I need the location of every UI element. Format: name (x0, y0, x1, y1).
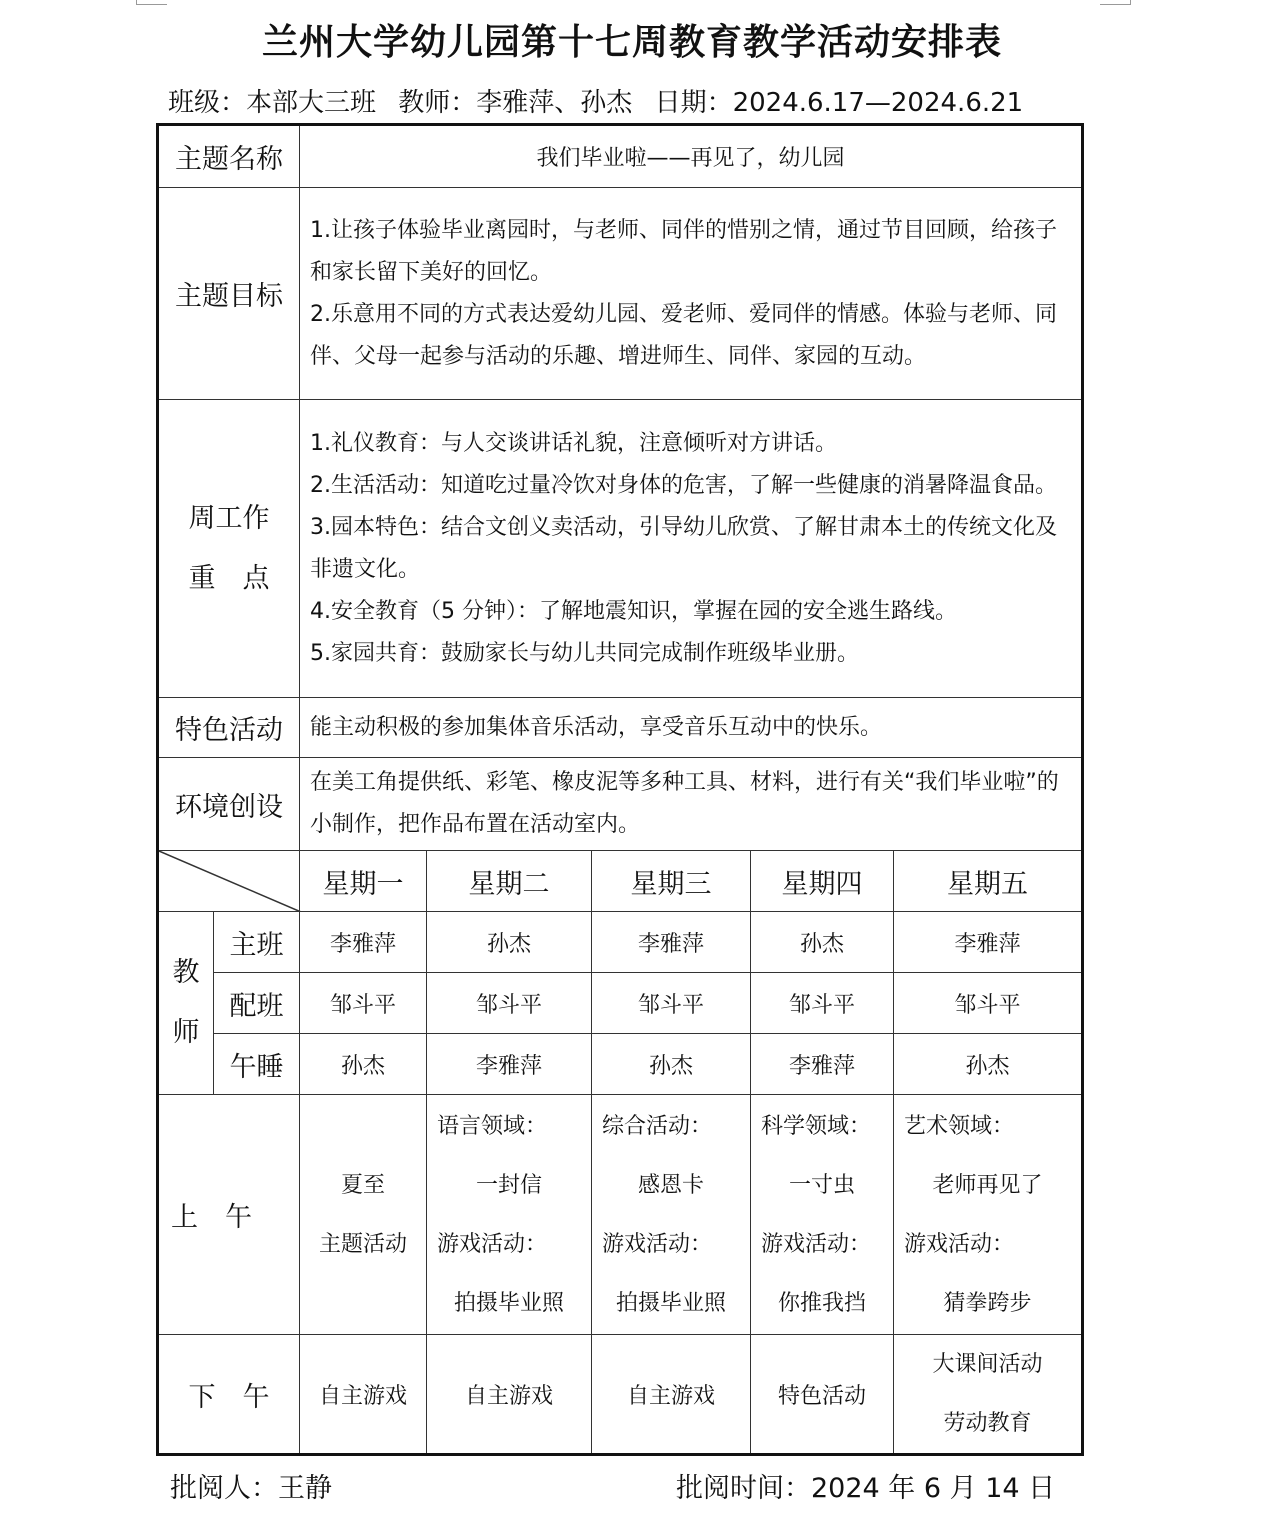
activity-line: 主题活动 (318, 1231, 407, 1257)
teacher-name: 李雅萍 (751, 1034, 894, 1095)
day-header: 星期二 (427, 851, 592, 912)
teacher-group-char: 教 (172, 957, 200, 988)
theme-goal-row (158, 188, 1083, 400)
activity-line: 夏至 (340, 1172, 385, 1198)
teacher-name: 邹斗平 (894, 973, 1083, 1034)
day-header: 星期三 (592, 851, 751, 912)
teacher-row-nap (158, 1034, 1083, 1095)
feature-row (158, 698, 1083, 758)
role-label: 主班 (214, 912, 300, 973)
teacher-name: 李雅萍 (592, 912, 751, 973)
activity-line: 拍摄毕业照 (453, 1290, 564, 1316)
class-info: 班级：本部大三班 (168, 88, 377, 118)
theme-goal-label: 主题目标 (158, 188, 300, 400)
week-focus-item: 1.礼仪教育：与人交谈讲话礼貌，注意倾听对方讲话。 (310, 430, 837, 456)
week-focus-item: 5.家园共育：鼓励家长与幼儿共同完成制作班级毕业册。 (310, 640, 859, 666)
activity-line: 老师再见了 (932, 1172, 1043, 1198)
activity-line: 游戏活动： (904, 1231, 1015, 1257)
teacher-name: 孙杰 (751, 912, 894, 973)
day-header: 星期四 (751, 851, 894, 912)
teacher-name: 孙杰 (894, 1034, 1083, 1095)
activity-line: 综合活动： (602, 1113, 713, 1139)
theme-goal-item: 2.乐意用不同的方式表达爱幼儿园、爱老师、爱同伴的情感。体验与老师、同伴、父母一起参与活动的乐趣、增进师生、同伴、家园的互动。 (310, 301, 1057, 369)
info-line (168, 82, 1037, 119)
review-time: 批阅时间：2024 年 6 月 14 日 (676, 1473, 1056, 1504)
afternoon-activity: 自主游戏 (427, 1335, 592, 1455)
activity-line: 游戏活动： (602, 1231, 713, 1257)
week-focus-item: 2.生活活动：知道吃过量冷饮对身体的危害，了解一些健康的消暑降温食品。 (310, 472, 1057, 498)
diagonal-header-cell (158, 851, 300, 912)
afternoon-label: 下 午 (158, 1335, 300, 1455)
feature-label: 特色活动 (158, 698, 300, 758)
date-info: 日期：2024.6.17—2024.6.21 (654, 88, 1024, 118)
reviewer: 批阅人：王静 (170, 1473, 332, 1504)
teacher-name: 李雅萍 (300, 912, 427, 973)
page-corner-mark-left (136, 0, 167, 5)
diagonal-line (159, 851, 301, 912)
activity-line: 游戏活动： (437, 1231, 548, 1257)
morning-monday (300, 1095, 427, 1335)
morning-row (158, 1095, 1083, 1335)
teachers-info: 教师：李雅萍、孙杰 (398, 88, 633, 118)
activity-line: 劳动教育 (943, 1411, 1032, 1436)
afternoon-activity: 特色活动 (751, 1335, 894, 1455)
role-label: 午睡 (214, 1034, 300, 1095)
week-focus-label (158, 400, 300, 698)
environment-label: 环境创设 (158, 758, 300, 851)
afternoon-activity: 自主游戏 (592, 1335, 751, 1455)
teacher-name: 邹斗平 (751, 973, 894, 1034)
environment-row (158, 758, 1083, 851)
role-label: 配班 (214, 973, 300, 1034)
schedule-table (156, 123, 1084, 1456)
activity-line: 猜拳跨步 (943, 1290, 1032, 1316)
week-focus-content (300, 400, 1083, 698)
day-header-row (158, 851, 1083, 912)
teacher-name: 孙杰 (427, 912, 592, 973)
environment-value: 在美工角提供纸、彩笔、橡皮泥等多种工具、材料，进行有关“我们毕业啦”的小制作，把作品布置在活动室内。 (300, 758, 1083, 851)
theme-name-row (158, 125, 1083, 188)
teacher-name: 孙杰 (592, 1034, 751, 1095)
teacher-name: 李雅萍 (427, 1034, 592, 1095)
week-focus-item: 3.园本特色：结合文创义卖活动，引导幼儿欣赏、了解甘肃本土的传统文化及非遗文化。 (310, 514, 1057, 582)
theme-goal-item: 1.让孩子体验毕业离园时，与老师、同伴的惜别之情，通过节目回顾，给孩子和家长留下美好的回忆。 (310, 217, 1057, 285)
morning-label: 上 午 (158, 1095, 300, 1335)
feature-value: 能主动积极的参加集体音乐活动，享受音乐互动中的快乐。 (300, 698, 1083, 758)
teacher-name: 邹斗平 (300, 973, 427, 1034)
day-header: 星期五 (894, 851, 1083, 912)
teacher-group-char: 师 (172, 1017, 200, 1048)
teacher-row-main (158, 912, 1083, 973)
afternoon-friday (894, 1335, 1083, 1455)
week-focus-label-line: 周工作 (188, 502, 270, 534)
day-header: 星期一 (300, 851, 427, 912)
theme-name-value: 我们毕业啦——再见了，幼儿园 (300, 125, 1083, 188)
activity-line: 科学领域： (761, 1113, 872, 1139)
teacher-name: 孙杰 (300, 1034, 427, 1095)
page-title: 兰州大学幼儿园第十七周教育教学活动安排表 (261, 22, 1002, 63)
week-focus-item: 4.安全教育（5 分钟）：了解地震知识，掌握在园的安全逃生路线。 (310, 598, 957, 624)
afternoon-activity: 自主游戏 (300, 1335, 427, 1455)
teacher-name: 李雅萍 (894, 912, 1083, 973)
activity-line: 游戏活动： (761, 1231, 872, 1257)
morning-tuesday (427, 1095, 592, 1335)
activity-line: 一寸虫 (788, 1172, 855, 1198)
activity-line: 一封信 (475, 1172, 542, 1198)
activity-line: 你推我挡 (777, 1290, 866, 1316)
teacher-name: 邹斗平 (592, 973, 751, 1034)
activity-line: 艺术领域： (904, 1113, 1015, 1139)
afternoon-row (158, 1335, 1083, 1455)
week-focus-row (158, 400, 1083, 698)
morning-friday (894, 1095, 1083, 1335)
morning-thursday (751, 1095, 894, 1335)
teacher-group-label (158, 912, 214, 1095)
page-corner-mark-right (1100, 0, 1131, 5)
activity-line: 感恩卡 (637, 1172, 704, 1198)
morning-wednesday (592, 1095, 751, 1335)
activity-line: 大课间活动 (932, 1352, 1043, 1377)
activity-line: 拍摄毕业照 (615, 1290, 726, 1316)
week-focus-label-line: 重 点 (188, 562, 270, 594)
theme-goal-content (300, 188, 1083, 400)
activity-line: 语言领域： (437, 1113, 548, 1139)
theme-name-label: 主题名称 (158, 125, 300, 188)
teacher-name: 邹斗平 (427, 973, 592, 1034)
teacher-row-assist (158, 973, 1083, 1034)
